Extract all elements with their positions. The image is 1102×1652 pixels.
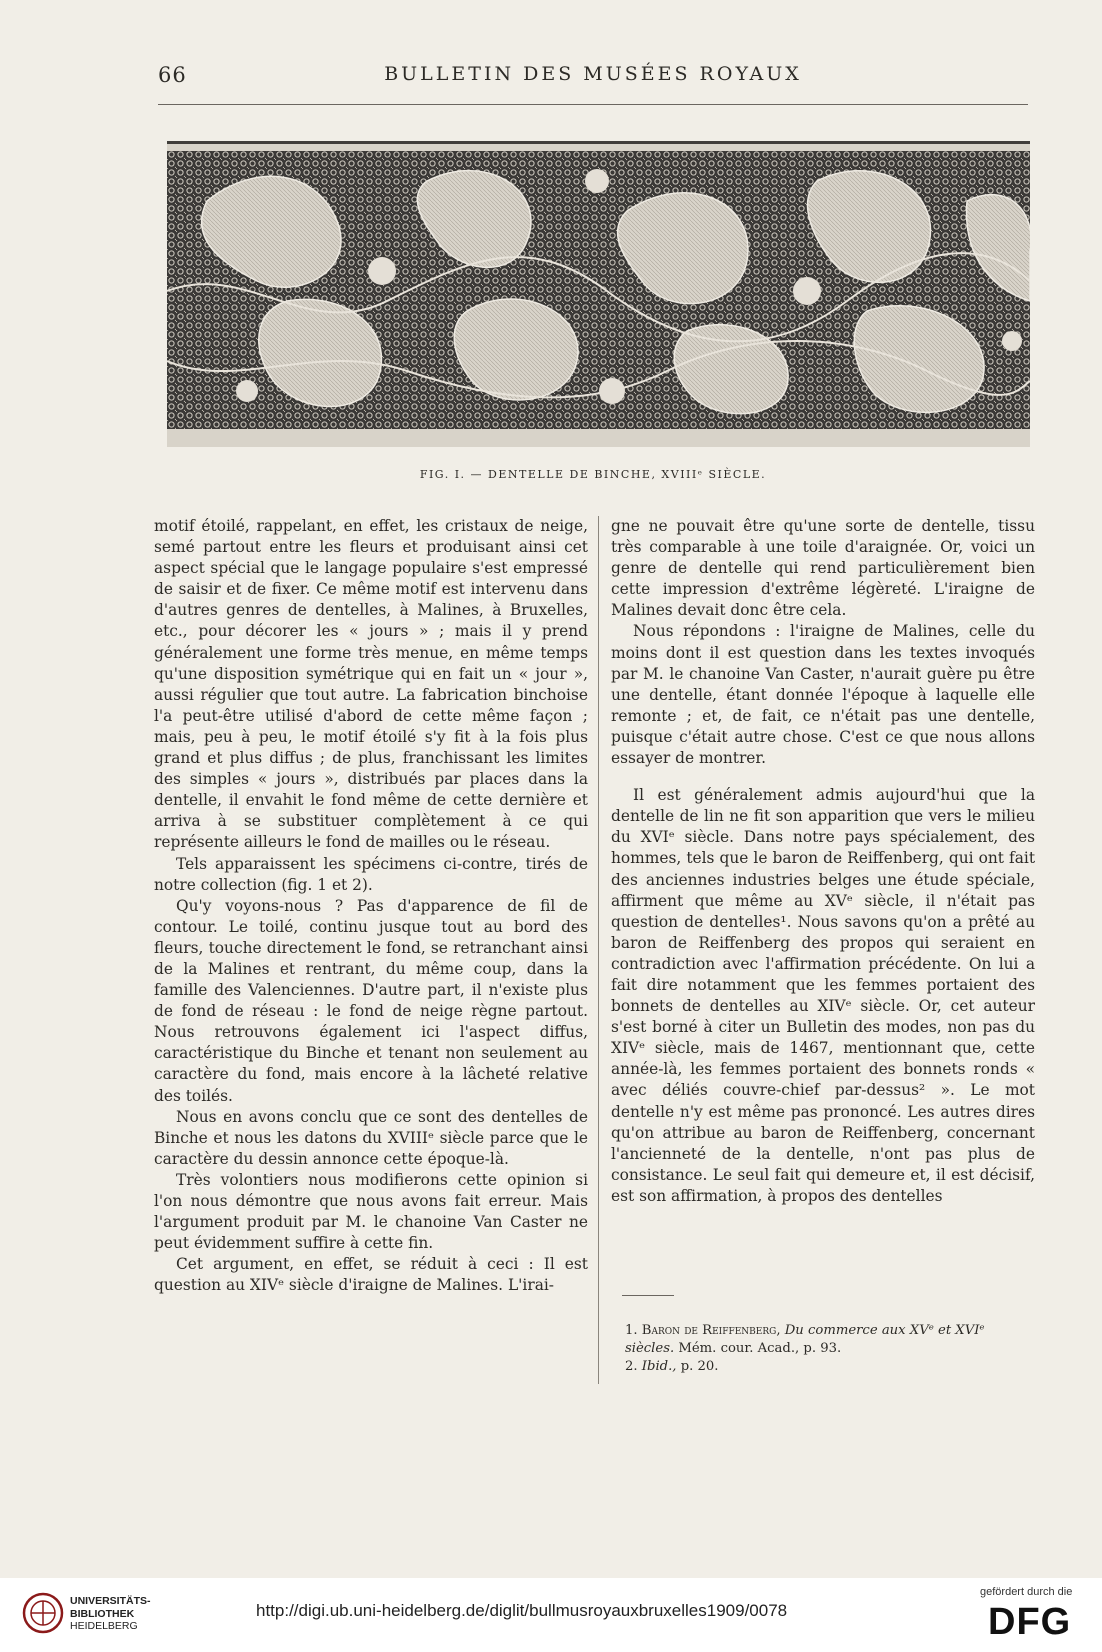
- running-header: [158, 63, 1028, 89]
- library-name: [70, 1595, 151, 1633]
- left-paragraph-2: Tels apparaissent les spécimens ci-contre, tirés de notre collection (fig. 1 et 2).: [154, 854, 588, 894]
- university-seal-icon: [22, 1592, 64, 1634]
- right-column: [611, 516, 1035, 1207]
- figure-caption: FIG. I. — DENTELLE DE BINCHE, XVIIIᵉ SIÈCLE.: [419, 468, 767, 481]
- library-name-line2: BIBLIOTHEK: [70, 1607, 135, 1620]
- library-name-line3: HEIDELBERG: [70, 1620, 138, 1632]
- right-paragraph-1: gne ne pouvait être qu'une sorte de dentelle, tissu très comparable à une toile d'araignée. Or, voici un genre de dentelle qui rend particulièrement bien cette impression d'extrême légèreté. L'iraigne de Malines devait donc être cela.: [611, 517, 1035, 620]
- lace-photograph: [167, 141, 1030, 447]
- dfg-logo: DFG: [988, 1601, 1072, 1643]
- journal-title: BULLETIN DES MUSÉES ROYAUX: [384, 63, 802, 85]
- footnote-1-rest: Mém. cour. Acad., p. 93.: [678, 1341, 842, 1356]
- header-rule: [158, 104, 1028, 105]
- right-paragraph-2: Nous répondons : l'iraigne de Malines, celle du moins dont il est question dans les textes invoqués par M. le chanoine Van Caster, n'aurait guère pu être une dentelle, étant donnée l'époque à laquelle elle remonte ; et, de fait, ce n'était pas une dentelle, puisque c'était autre chose. C'est ce que nous allons essayer de montrer.: [611, 622, 1035, 768]
- left-paragraph-4: Nous en avons conclu que ce sont des dentelles de Binche et nous les datons du XVIIIᵉ siècle parce que le caractère du dessin annonce cette époque-là.: [154, 1107, 588, 1168]
- footnote-1-number: 1.: [625, 1323, 638, 1338]
- left-paragraph-6: Cet argument, en effet, se réduit à ceci : Il est question au XIVᵉ siècle d'iraigne de Malines. L'irai-: [154, 1255, 588, 1295]
- footnote-2-ibid: Ibid.,: [641, 1359, 677, 1374]
- source-url-link[interactable]: http://digi.ub.uni-heidelberg.de/diglit/bullmusroyauxbruxelles1909/0078: [256, 1601, 788, 1620]
- right-paragraph-3: Il est généralement admis aujourd'hui que la dentelle de lin ne fit son apparition que vers le milieu du XVIᵉ siècle. Dans notre pays spécialement, des hommes, tels que le baron de Reiffenberg, qui ont fait des anciennes industries belges une étude spéciale, affirment que même au XVᵉ siècle, il n'était pas question de dentelles¹. Nous savons qu'on a prêté au baron de Reiffenberg des propos qui seraient en contradiction avec l'affirmation précédente. On lui a fait dire notamment que les femmes portaient des bonnets de dentelles au XIVᵉ siècle. Or, cet auteur s'est borné à citer un Bulletin des modes, non pas du XIVᵉ siècle, mais de 1467, mentionnant que, cette année-là, les femmes portaient des bonnets ronds « avec déliés couvre-chief par-dessus² ». Le mot dentelle n'y est même pas prononcé. Les autres dires qu'on attribue au baron de Reiffenberg, concernant l'ancienneté de la dentelle, n'ont pas plus de consistance. Le seul fait qui demeure et, il est décisif, est son affirmation, à propos des dentelles: [611, 786, 1035, 1205]
- column-divider: [598, 516, 599, 1384]
- footnotes: [611, 1322, 1035, 1376]
- footnote-2: [611, 1358, 1035, 1376]
- library-name-line1: UNIVERSITÄTS-: [70, 1595, 151, 1607]
- left-paragraph-1: motif étoilé, rappelant, en effet, les cristaux de neige, semé partout entre les fleurs et produisant ainsi cet aspect spécial que le langage populaire s'est empressé de saisir et de fixer. Ce même motif est intervenu dans d'autres genres de dentelles, à Malines, à Bruxelles, etc., pour décorer les « jours » ; mais il y prend généralement une forme très menue, en même temps qu'une disposition symétrique qui en fait un « jour », aussi régulier que tout autre. La fabrication binchoise l'a peut-être utilisé d'abord de cette même façon ; mais, peu à peu, le motif étoilé s'y fit à la fois plus grand et plus diffus ; de plus, franchissant les limites des simples « jours », distribués par places dans la dentelle, il envahit le fond même de cette dernière et arriva à se substituer complètement à ce qui représente ailleurs le fond de mailles ou le réseau.: [154, 517, 588, 852]
- page-number: 66: [158, 63, 187, 87]
- left-paragraph-5: Très volontiers nous modifierons cette opinion si l'on nous démontre que nous avons fait erreur. Mais l'argument produit par M. le chanoine Van Caster ne peut évidemment suffire à cette fin.: [154, 1170, 588, 1253]
- footnote-1-author: Baron de Reiffenberg,: [641, 1323, 781, 1338]
- footnote-2-number: 2.: [625, 1359, 638, 1374]
- left-paragraph-3: Qu'y voyons-nous ? Pas d'apparence de fil de contour. Le toilé, continu jusque tout au bord des fleurs, touche directement le fond, se retranchant ainsi de la Malines et rentrant, du même coup, dans la famille des Valenciennes. D'autre part, il n'existe plus de fond de réseau : le fond de neige règne partout. Nous retrouvons également ici l'aspect diffus, caractéristique du Binche et tenant non seulement au caractère du fond, mais encore à la lâcheté relative des toilés.: [154, 896, 588, 1105]
- lace-image: [167, 141, 1030, 447]
- footnote-1-title: Du commerce aux XVᵉ et XVIᵉ siècles.: [625, 1323, 985, 1356]
- left-column: [154, 516, 588, 1296]
- footnote-rule: [622, 1295, 674, 1296]
- funding-note: gefördert durch die: [980, 1586, 1073, 1598]
- footnote-1: [611, 1322, 1035, 1358]
- footnote-2-rest: p. 20.: [680, 1359, 719, 1374]
